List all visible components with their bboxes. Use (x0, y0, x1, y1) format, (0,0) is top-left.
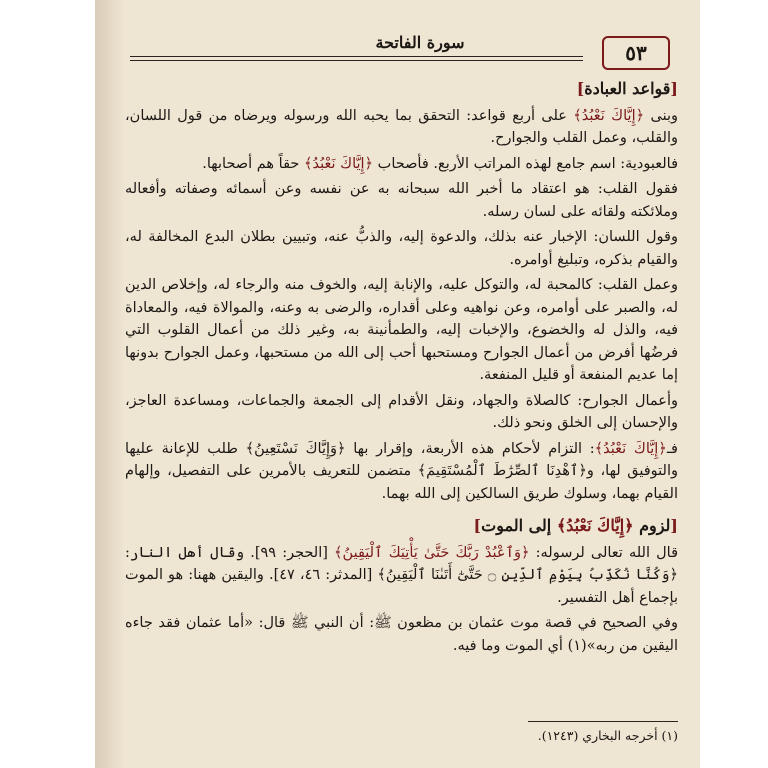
paragraph (125, 153, 678, 176)
quran-verse: ﴿وَٱعْبُدْ رَبَّكَ حَتَّىٰ يَأْتِيَكَ ٱلْيَقِينُ﴾ (334, 544, 530, 561)
heading-text: قواعد العبادة (584, 79, 671, 98)
paragraph (125, 542, 678, 610)
paragraph-text: وأعمال الجوارح: كالصلاة والجهاد، ونقل الأقدام إلى الجمعة والجماعات، ومساعدة العاجز، والإحسان إلى الخلق ونحو ذلك. (125, 392, 678, 431)
quran-verse: ﴿إِيَّاكَ نَعْبُدُ﴾ (556, 516, 634, 535)
heading-bracket-close: ] (576, 79, 585, 98)
paragraph-text: وقول اللسان: الإخبار عنه بذلك، والدعوة إليه، والذبُّ عنه، وتبيين بطلان البدع المخالفة له، والقيام بذكره، وتبليغ أوامره. (125, 229, 678, 268)
paragraph (125, 390, 678, 435)
heading-bracket-open: [ (670, 516, 678, 535)
paragraph-text: فـ (666, 440, 678, 457)
footnote-rule (528, 721, 678, 722)
binding-shadow (95, 0, 125, 768)
paragraph-text: فقول القلب: هو اعتقاد ما أخبر الله سبحانه به عن نفسه وعن أسمائه وصفاته وأفعاله وملائكته ولقائه على لسان رسله. (125, 181, 678, 220)
book-page (95, 0, 700, 768)
heading-bracket-close: ] (473, 516, 482, 535)
quran-verse: ﴿إِيَّاكَ نَعْبُدُ﴾ (573, 107, 645, 124)
section-heading-until-death (125, 515, 678, 538)
paragraph (125, 226, 678, 271)
paragraph (125, 274, 678, 387)
quran-verse: ﴿إِيَّاكَ نَعْبُدُ﴾ (304, 155, 374, 172)
header-rule (130, 56, 583, 61)
paragraph-text: وفي الصحيح في قصة موت عثمان بن مظعون ﷺ: أن النبي ﷺ قال: «أما عثمان فقد جاءه اليقين من ربه» (125, 615, 678, 654)
heading-bracket-open: [ (670, 79, 678, 98)
paragraph (125, 178, 678, 223)
section-heading-worship-rules (125, 78, 678, 101)
paragraph-text: قال الله تعالى لرسوله: (529, 544, 679, 561)
page-header (130, 33, 678, 63)
paragraph-text: وبنى (644, 107, 678, 124)
footnote: (١) أخرجه البخاري (١٢٤٣). (537, 728, 678, 743)
paragraph-text: : التزام لأحكام هذه الأربعة، وإقرار بها ﴿وَإِيَّاكَ نَسْتَعِينُ﴾ طلب للإعانة عليها والتوفيق لها، و﴿ٱهْدِنَا ٱلصِّرَٰطَ ٱلْمُسْتَقِيمَ﴾ متضمن للتعريف بالأمرين على التفصيل، وإلهام القيام بهما، وسلوك طريق السالكين إلى الله بهما. (125, 440, 678, 502)
paragraph-text: وعمل القلب: كالمحبة له، والتوكل عليه، والإنابة إليه، والخوف منه والرجاء له، وإخلاص الدين له، والصبر على أوامره، وعن نواهيه وعلى أقداره، والرضى به وعنه، والموالاة فيه، والمعاداة فيه، والذل له والخضوع، والإخبات إليه، والطمأنينة به، وغير ذلك من أعمال القلوب التي فرضُها أفرض من أعمال الجوارح ومستحبها أحب إلى الله من مستحبها، وعمل الجوارح بدونها إما عديم المنفعة أو قليل المنفعة. (125, 277, 678, 383)
paragraph-text: أي الموت وما فيه. (452, 637, 568, 654)
footnote-marker: (١) (567, 637, 587, 654)
paragraph (125, 612, 678, 657)
paragraph (125, 438, 678, 506)
heading-text: إلى الموت (481, 516, 557, 535)
page-number: ٥٣ (602, 36, 670, 70)
page-body (125, 78, 678, 660)
paragraph (125, 105, 678, 150)
paragraph-text: فالعبودية: اسم جامع لهذه المراتب الأربع. فأصحاب (373, 155, 678, 172)
heading-text: لزوم (633, 516, 671, 535)
surah-title: سورة الفاتحة (375, 33, 465, 52)
quran-verse: ﴿إِيَّاكَ نَعْبُدُ﴾ (594, 440, 667, 457)
paragraph-text: على أربع قواعد: التحقق بما يحبه الله ورسوله ويرضاه من قول اللسان، والقلب، وعمل القلب والجوارح. (125, 107, 678, 146)
paragraph-text: [الحجر: ٩٩]. وقال أهل النار: ﴿وَكُنَّا نُكَذِّبُ بِيَوْمِ ٱلدِّينِ ۝ حَتَّىٰٓ أَتَىٰنَا ٱلْيَقِينُ﴾ [المدثر: ٤٦، ٤٧]. واليقين ههنا: هو الموت بإجماع أهل التفسير. (125, 544, 678, 606)
paragraph-text: حقاً هم أصحابها. (202, 155, 304, 172)
